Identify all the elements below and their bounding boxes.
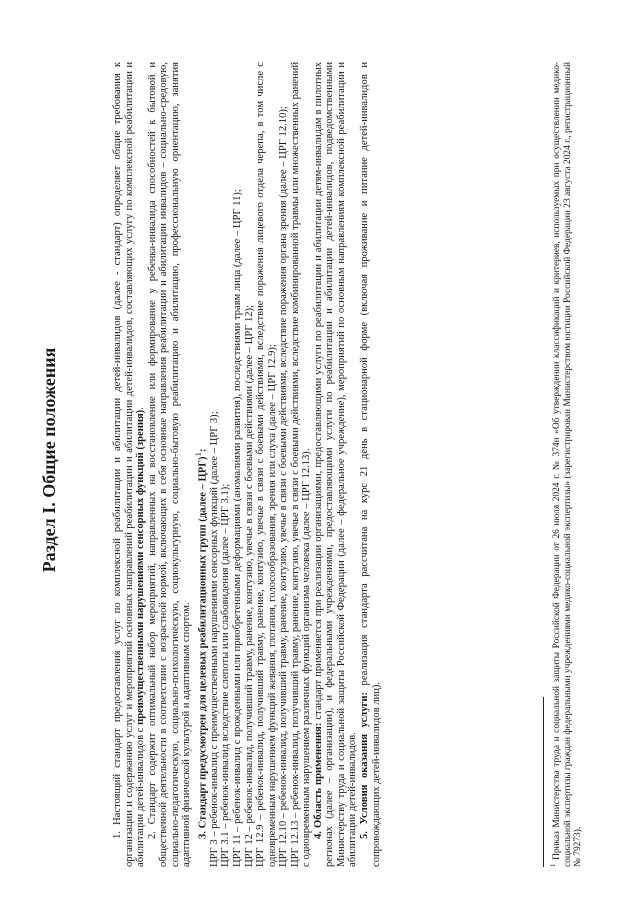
paragraph-3-text: (далее – ЦРГ) <box>197 456 209 525</box>
section-heading: Раздел I. Общие положения <box>39 347 59 573</box>
paragraph-1-end: . <box>135 407 147 410</box>
group-item: ЦРГ 11 – ребенок-инвалид с врожденными или приобретенными деформациями (аномалиями развития), последствиями травм лица (далее – ЦРГ 11); <box>232 189 243 867</box>
paragraph-3 <box>193 62 209 867</box>
paragraph-4-heading: 4. Область применения: <box>312 722 324 839</box>
paragraph-1 <box>112 62 147 867</box>
paragraph-4 <box>313 62 359 867</box>
group-item: ЦРГ 12 – ребенок-инвалид, получивший травму, ранение, контузию, увечье в связи с боевыми действиями (далее – ЦРГ 12); <box>243 304 255 867</box>
footnote <box>548 62 584 867</box>
group-item: ЦРГ 12.10 – ребенок-инвалид, получивший травму, ранение, контузию, увечье в связи с боевыми действиями, вследствие поражения органа зрения (далее – ЦРГ 12.10); <box>278 106 290 867</box>
group-item: ЦРГ 3 – ребенок-инвалид с преимущественными нарушениями сенсорных функций (далее – ЦРГ 3); <box>208 411 220 867</box>
group-item: ЦРГ 12.9 – ребенок-инвалид, получивший травму, ранение, контузию, увечье в связи с боевыми действиями, вследствие поражения лицевого отдела черепа, в том числе с одновременным нарушением функций жевания, глотания, голосообразования, зрения или слуха (далее – ЦРГ 12.9); <box>255 62 278 867</box>
paragraph-1-emphasis: преимущественными нарушениями сенсорных функций (зрения) <box>135 409 147 725</box>
group-item: ЦРГ 12.13 – ребенок-инвалид, получивший травму, ранение, контузию, увечье в связи с боевыми действиями, вследствие комбинированной травмы или множественных ранений с одновременным нарушением различных функций организма человека (далее – ЦРГ 12.13). <box>289 62 313 867</box>
document-body <box>112 62 382 867</box>
paragraph-5-text: реализация стандарта рассчитана на курс 21 день в стационарной форме (включая проживание и питание детей-инвалидов и сопровождающих детей-инвалидов лиц). <box>359 62 382 867</box>
paragraph-3-end: : <box>197 448 209 453</box>
paragraph-2 <box>147 62 193 867</box>
footnote-ref: 1 <box>192 452 203 457</box>
paragraph-4-text: стандарт применяется при реализации организациями, предоставляющими услуги по реабилитации и абилитации детям-инвалидам в пилотных регионах (далее – организации), и федеральными учреждениями, предоставляющими услуги по реабилитации и абилитации детей-инвалидов, подведомственными Министерству труда и социальной защиты Российской Федерации (далее – федеральное учреждение), мероприятий по основным направлениям комплексной реабилитации и абилитации детей-инвалидов. <box>312 61 359 867</box>
paragraph-1-number: 1. <box>112 831 123 839</box>
rotated-page-content <box>20 35 620 885</box>
paragraph-2-text: Стандарт содержит оптимальный набор мероприятий, направленных на восстановление или формирование у ребенка-инвалида способностей к бытовой и общественной деятельности в соответствии с возрастной нормой, включающих в себя основные направления реабилитации и абилитации инвалидов – социально-средовую, социально-педагогическую, социально-психологическую, социокультурную, социально-бытовую реабилитацию и абилитацию, профессиональную ориентацию, занятия адаптивной физической культурой и адаптивным спортом. <box>146 62 193 867</box>
paragraph-5 <box>359 62 382 867</box>
footnote-separator <box>543 697 544 867</box>
paragraph-3-heading: 3. Стандарт предусмотрен для целевых реабилитационных групп <box>197 524 209 839</box>
footnote-marker: 1 <box>549 863 557 867</box>
paragraph-1-text: Настоящий стандарт предоставления услуг по комплексной реабилитации и абилитации детей-инвалидов (далее - стандарт) определяет общие требования к организации и содержанию услуг и мероприятий основных направлений реабилитации и абилитации детей-инвалидов, составляющих услугу по комплексной реабилитации и абилитации детей-инвалидов с <box>112 62 147 867</box>
paragraph-5-heading: 5. Условия оказания услуги: <box>359 692 371 839</box>
footnote-text: Приказ Министерства труда и социальной защиты Российской Федерации от 26 июля 2024 г. № 374н «Об утверждении классификаций и критериев, используемых при осуществлении медико-социальной экспертизы граждан федеральными учреждениями медико-социальной экспертизы» (зарегистрирован Министерством юстиции Российской Федерации 23 августа 2024 г., регистрационный № 79273). <box>552 61 584 867</box>
group-item: ЦРГ 3.1 – ребенок-инвалид вследствие слепоты или слабовидения (далее – ЦРГ 3.1); <box>220 483 232 867</box>
paragraph-2-number: 2. <box>146 831 158 839</box>
